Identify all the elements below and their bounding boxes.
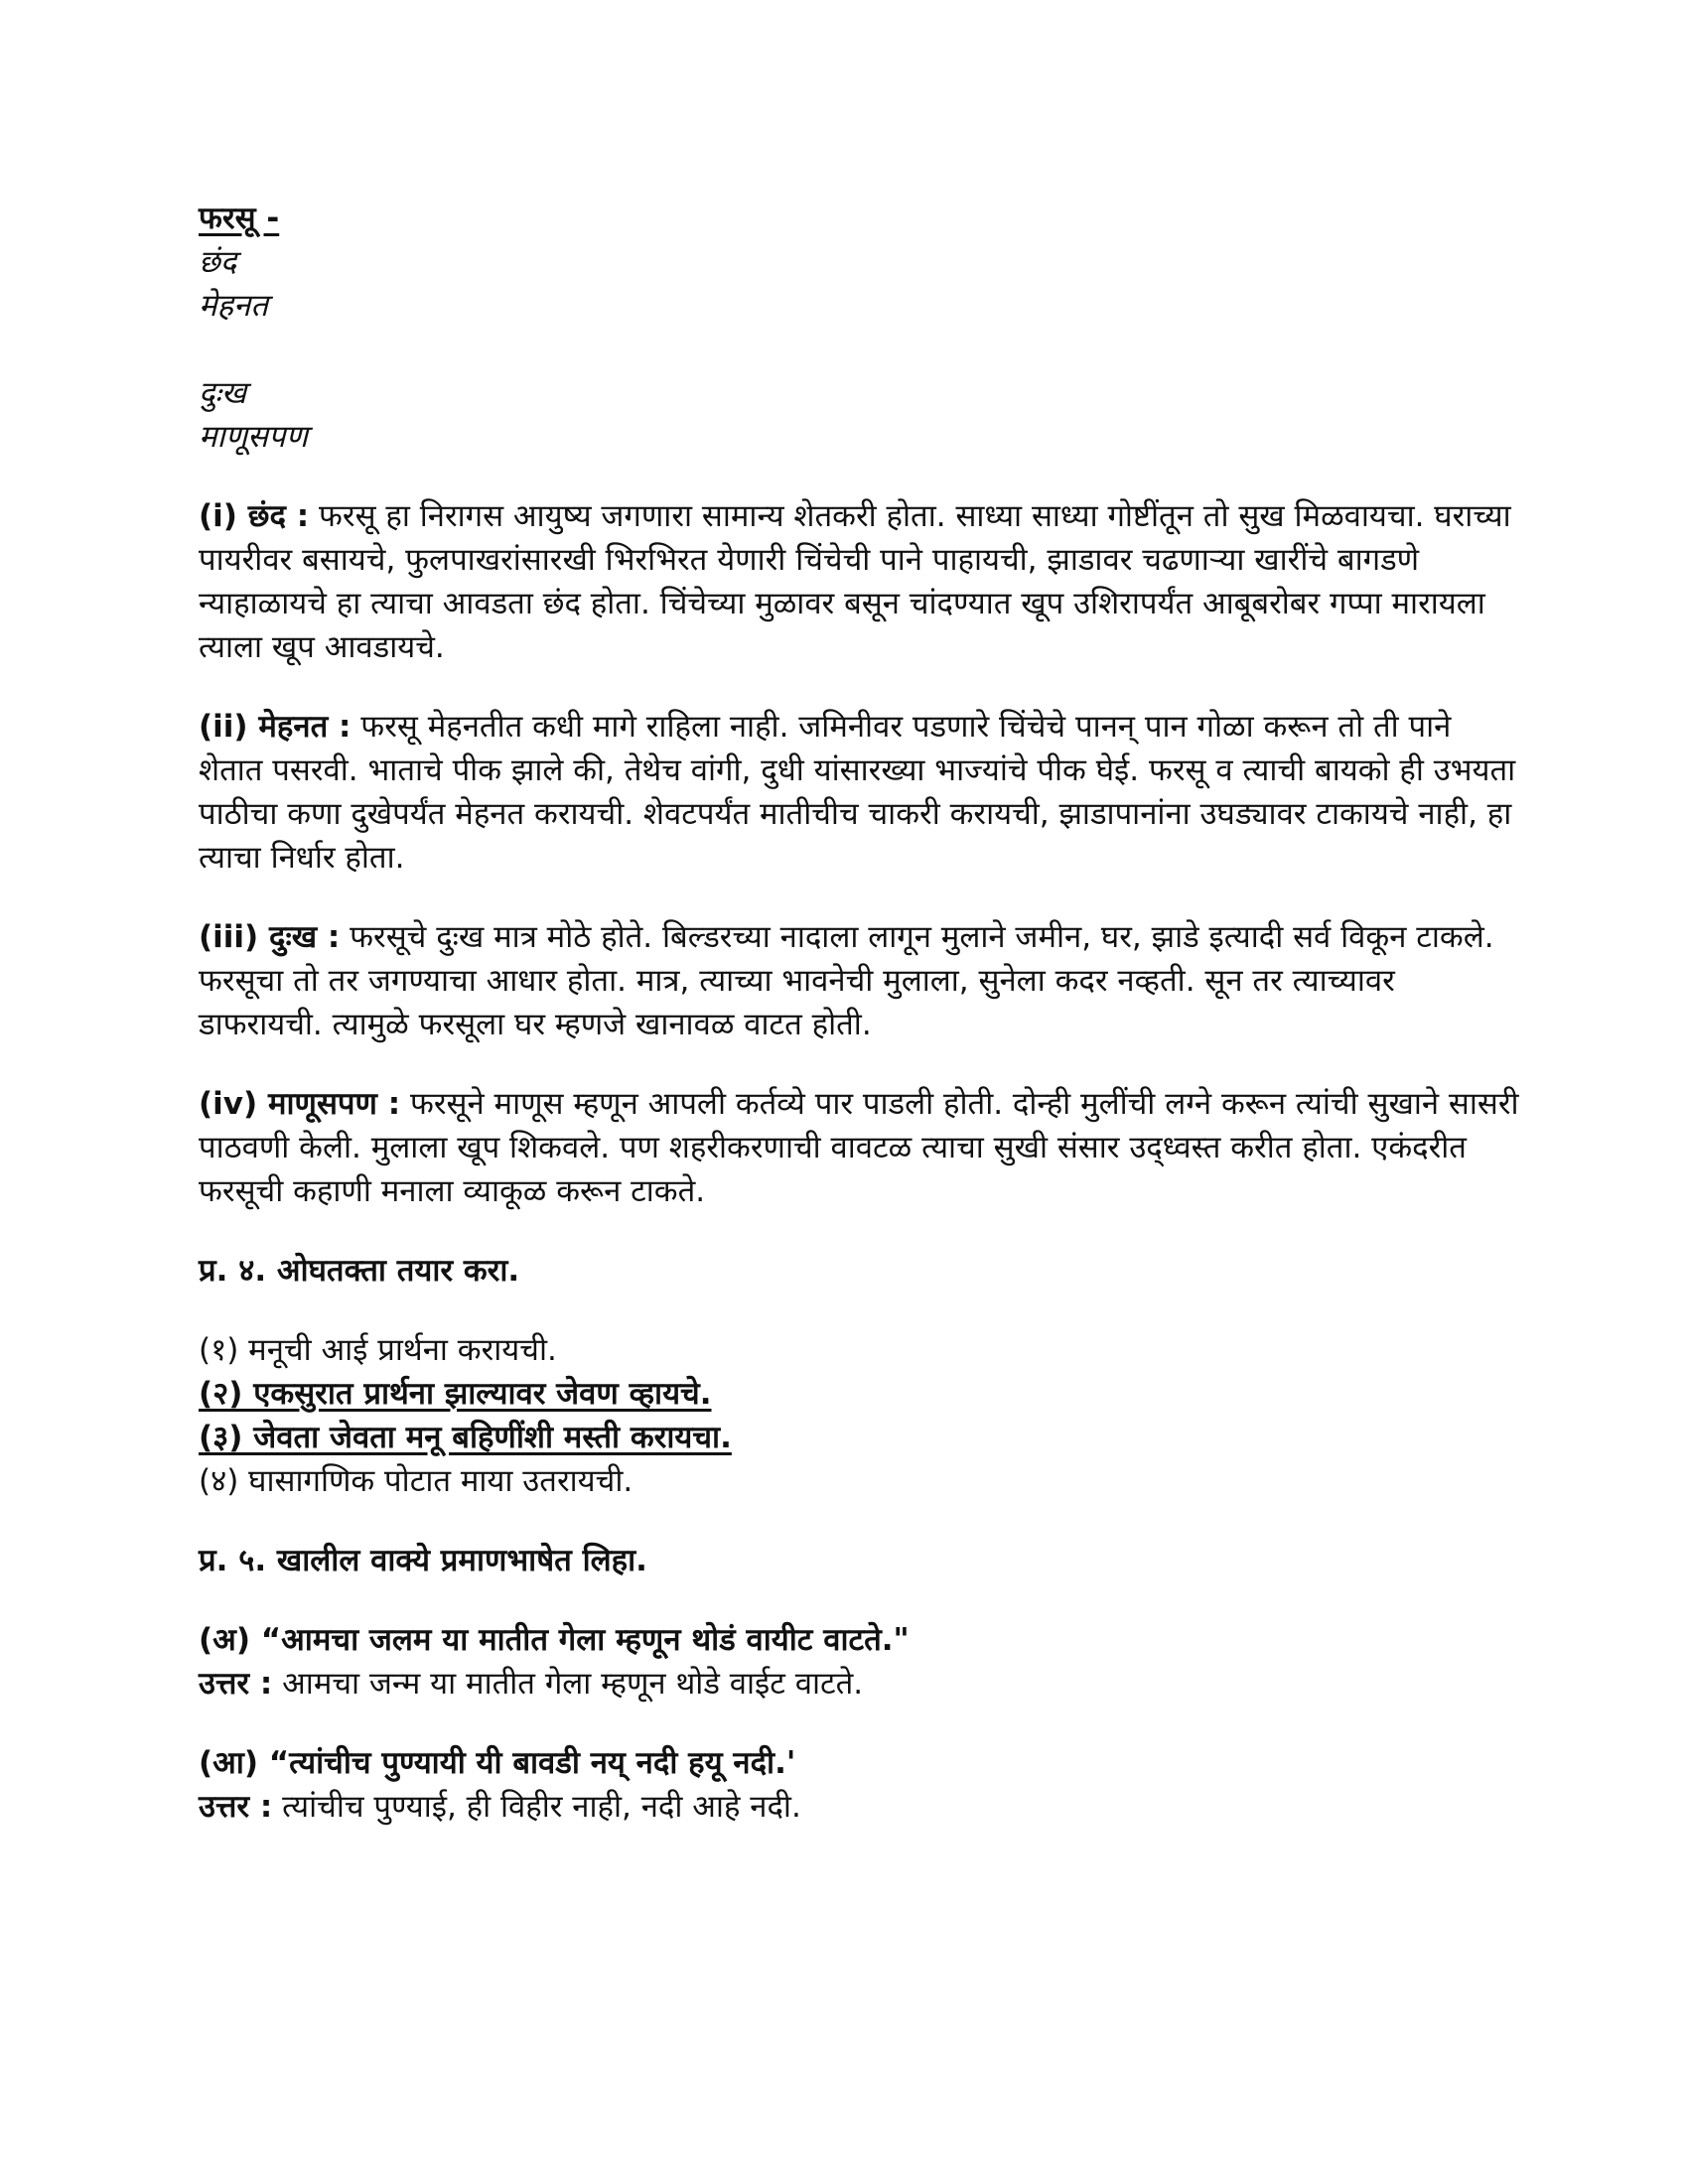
keyword-item: दुःख	[199, 375, 247, 411]
answer-line	[199, 1785, 1519, 1829]
section-label: (ii) मेहनत :	[199, 709, 352, 745]
flowchart-step: (२) एकसुरात प्रार्थना झाल्यावर जेवण व्हायचे.	[199, 1376, 712, 1412]
section-text: फरसूने माणूस म्हणून आपली कर्तव्ये पार पाडली होती. दोन्ही मुलींची लग्ने करून त्यांची सुखाने सासरी पाठवणी केली. मुलाला खूप शिकवले. पण शहरीकरणाची वावटळ त्याचा सुखी संसार उद्ध्वस्त करीत होता. एकंदरीत फरसूची कहाणी मनाला व्याकूळ करून टाकते.	[199, 1086, 1519, 1209]
section-text: फरसू मेहनतीत कधी मागे राहिला नाही. जमिनीवर पडणारे चिंचेचे पानन् पान गोळा करून तो ती पाने शेतात पसरवी. भाताचे पीक झाले की, तेथेच वांगी, दुधी यांसारख्या भाज्यांचे पीक घेई. फरसू व त्याची बायको ही उभयता पाठीचा कणा दुखेपर्यंत मेहनत करायची. शेवटपर्यंत मातीचीच चाकरी करायची, झाडापानांना उघड्यावर टाकायचे नाही, हा त्याचा निर्धार होता.	[199, 709, 1516, 876]
document-page	[199, 197, 1519, 1829]
answer-label: उत्तर :	[199, 1789, 273, 1825]
keyword-item: मेहनत	[199, 288, 268, 324]
section-label: (iv) माणूसपण :	[199, 1086, 401, 1122]
section-label: (i) छंद :	[199, 498, 310, 534]
page-title: फरसू -	[199, 201, 280, 236]
question-4-heading: प्र. ४. ओघतक्ता तयार करा.	[199, 1253, 520, 1289]
section-paragraph	[199, 915, 1519, 1046]
section-paragraph	[199, 1082, 1519, 1213]
answer-text: त्यांचीच पुण्याई, ही विहीर नाही, नदी आहे नदी.	[272, 1789, 801, 1825]
section-text: फरसू हा निरागस आयुष्य जगणारा सामान्य शेतकरी होता. साध्या साध्या गोष्टींतून तो सुख मिळवायचा. घराच्या पायरीवर बसायचे, फुलपाखरांसारखी भिरभिरत येणारी चिंचेची पाने पाहायची, झाडावर चढणाऱ्या खारींचे बागडणे न्याहाळायचे हा त्याचा आवडता छंद होता. चिंचेच्या मुळावर बसून चांदण्यात खूप उशिरापर्यंत आबूबरोबर गप्पा मारायला त्याला खूप आवडायचे.	[199, 498, 1511, 665]
dialect-sentence: (आ) “त्यांचीच पुण्यायी यी बावडी नय् नदी हयू नदी.'	[199, 1745, 796, 1781]
flowchart-step: (४) घासागणिक पोटात माया उतरायची.	[199, 1463, 633, 1499]
flowchart-step: (३) जेवता जेवता मनू बहिणींशी मस्ती करायचा.	[199, 1420, 732, 1455]
flowchart-step: (१) मनूची आई प्रार्थना करायची.	[199, 1332, 557, 1368]
answer-line	[199, 1662, 1519, 1706]
answer-text: आमचा जन्म या मातीत गेला म्हणून थोडे वाईट वाटते.	[272, 1666, 864, 1702]
section-paragraph	[199, 494, 1519, 669]
keyword-item: छंद	[199, 244, 237, 280]
section-paragraph	[199, 705, 1519, 880]
keyword-item: माणूसपण	[199, 419, 308, 455]
question-5-heading: प्र. ५. खालील वाक्ये प्रमाणभाषेत लिहा.	[199, 1543, 647, 1578]
section-label: (iii) दुःख :	[199, 919, 341, 955]
answer-label: उत्तर :	[199, 1666, 273, 1702]
dialect-sentence: (अ) “आमचा जलम या मातीत गेला म्हणून थोडं वायीट वाटते."	[199, 1622, 910, 1658]
section-text: फरसूचे दुःख मात्र मोठे होते. बिल्डरच्या नादाला लागून मुलाने जमीन, घर, झाडे इत्यादी सर्व विकून टाकले. फरसूचा तो तर जगण्याचा आधार होता. मात्र, त्याच्या भावनेची मुलाला, सुनेला कदर नव्हती. सून तर त्याच्यावर डाफरायची. त्यामुळे फरसूला घर म्हणजे खानावळ वाटत होती.	[199, 919, 1494, 1042]
